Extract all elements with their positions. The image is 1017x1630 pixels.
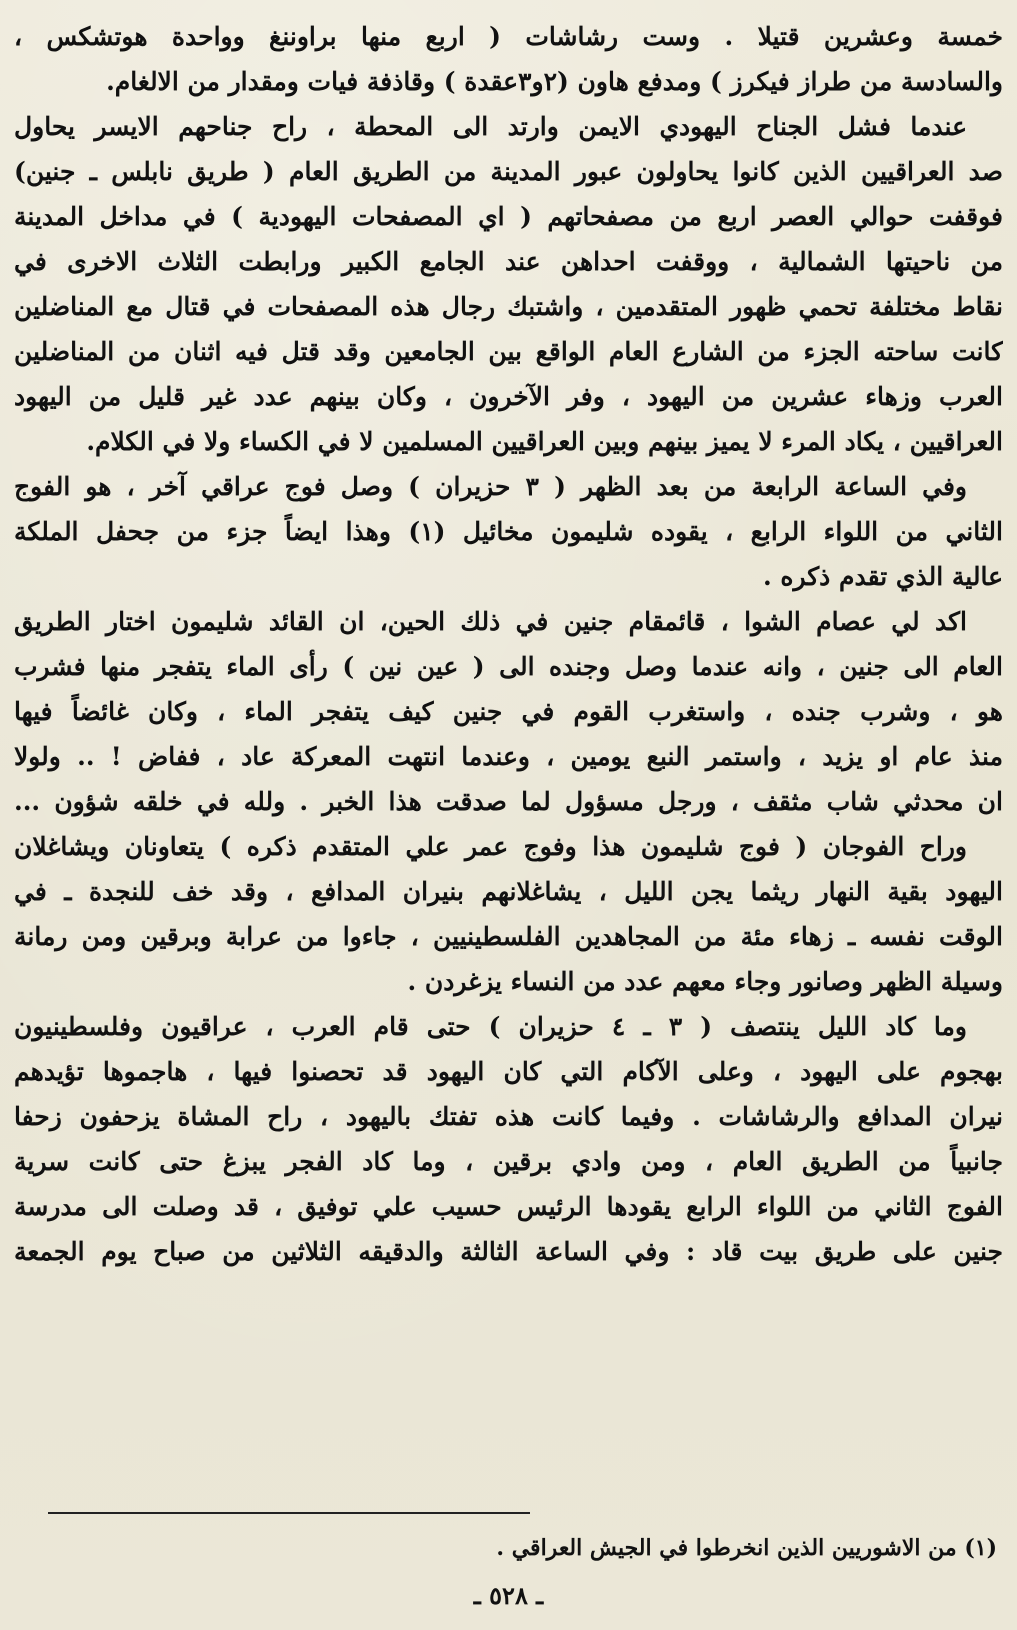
- text-line: وفي الساعة الرابعة من بعد الظهر ( ٣ حزيران ) وصل فوج عراقي آخر ، هو الفوج: [14, 472, 968, 501]
- text-line: والسادسة من طراز فيكرز ) ومدفع هاون (٢و٣عقدة ) وقاذفة فيات ومقدار من الالغام.: [106, 67, 1003, 96]
- text-line: عالية الذي تقدم ذكره .: [762, 562, 1003, 591]
- text-line: نقاط مختلفة تحمي ظهور المتقدمين ، واشتبك رجال هذه المصفحات في قتال مع المناضلين: [14, 292, 1003, 321]
- text-line: نيران المدافع والرشاشات . وفيما كانت هذه تفتك باليهود ، راح المشاة يزحفون زحفا: [14, 1102, 1003, 1131]
- text-line: جنين على طريق بيت قاد : وفي الساعة الثالثة والدقيقه الثلاثين من صباح يوم الجمعة: [14, 1237, 1003, 1266]
- footnote-divider: [48, 1512, 530, 1514]
- page-number: ـ ٥٢٨ ـ: [473, 1581, 544, 1610]
- text-line: العرب وزهاء عشرين من اليهود ، وفر الآخرون ، وكان بينهم عدد غير قليل من اليهود: [14, 382, 1003, 411]
- text-line: وما كاد الليل ينتصف ( ٣ ـ ٤ حزيران ) حتى قام العرب ، عراقيون وفلسطينيون: [14, 1012, 967, 1041]
- text-line: وراح الفوجان ( فوج شليمون هذا وفوج عمر علي المتقدم ذكره ) يتعاونان ويشاغلان: [14, 832, 967, 861]
- text-line: العام الى جنين ، وانه عندما وصل وجنده الى ( عين نين ) رأى الماء يتفجر منها فشرب: [14, 652, 1003, 681]
- text-line: ان محدثي شاب مثقف ، ورجل مسؤول لما صدقت هذا الخبر . ولله في خلقه شؤون ...: [14, 787, 1003, 816]
- text-line: صد العراقيين الذين كانوا يحاولون عبور المدينة من الطريق العام ( طريق نابلس ـ جنين): [14, 157, 1003, 186]
- text-line: الثاني من اللواء الرابع ، يقوده شليمون مخائيل (١) وهذا ايضاً جزء من جحفل الملكة: [14, 517, 1003, 546]
- text-line: العراقيين ، يكاد المرء لا يميز بينهم وبين العراقيين المسلمين لا في الكساء ولا في الكلام.: [86, 427, 1003, 456]
- body-text: [14, 14, 1003, 1274]
- text-line: كانت ساحته الجزء من الشارع العام الواقع بين الجامعين وقد قتل فيه اثنان من المناضلين: [14, 337, 1003, 366]
- text-line: منذ عام او يزيد ، واستمر النبع يومين ، وعندما انتهت المعركة عاد ، ففاض ! .. ولولا: [14, 742, 1003, 771]
- text-line: جانبياً من الطريق العام ، ومن وادي برقين ، وما كاد الفجر يبزغ حتى كانت سرية: [14, 1147, 1003, 1176]
- text-line: هو ، وشرب جنده ، واستغرب القوم في جنين كيف يتفجر الماء ، وكان غائضاً فيها: [14, 697, 1003, 726]
- text-line: وسيلة الظهر وصانور وجاء معهم عدد من النساء يزغردن .: [407, 967, 1003, 996]
- text-line: الفوج الثاني من اللواء الرابع يقودها الرئيس حسيب علي توفيق ، قد وصلت الى مدرسة: [14, 1192, 1003, 1221]
- text-line: عندما فشل الجناح اليهودي الايمن وارتد الى المحطة ، راح جناحهم الايسر يحاول: [14, 112, 967, 141]
- text-line: اليهود بقية النهار ريثما يجن الليل ، يشاغلانهم بنيران المدافع ، وقد خف للنجدة ـ في: [14, 877, 1003, 906]
- text-line: من ناحيتها الشمالية ، ووقفت احداهن عند الجامع الكبير ورابطت الثلاث الاخرى في: [14, 247, 1003, 276]
- footnote: (١) من الاشوريين الذين انخرطوا في الجيش العراقي .: [496, 1535, 997, 1561]
- text-line: فوقفت حوالي العصر اربع من مصفحاتهم ( اي المصفحات اليهودية ) في مداخل المدينة: [14, 202, 1003, 231]
- text-line: اكد لي عصام الشوا ، قائمقام جنين في ذلك الحين، ان القائد شليمون اختار الطريق: [14, 607, 967, 636]
- text-line: خمسة وعشرين قتيلا . وست رشاشات ( اربع منها براوننغ وواحدة هوتشكس ،: [14, 22, 1003, 51]
- text-line: بهجوم على اليهود ، وعلى الآكام التي كان اليهود قد تحصنوا فيها ، هاجموها تؤيدهم: [14, 1057, 1003, 1086]
- text-line: الوقت نفسه ـ زهاء مئة من المجاهدين الفلسطينيين ، جاءوا من عرابة وبرقين ومن رمانة: [14, 922, 1003, 951]
